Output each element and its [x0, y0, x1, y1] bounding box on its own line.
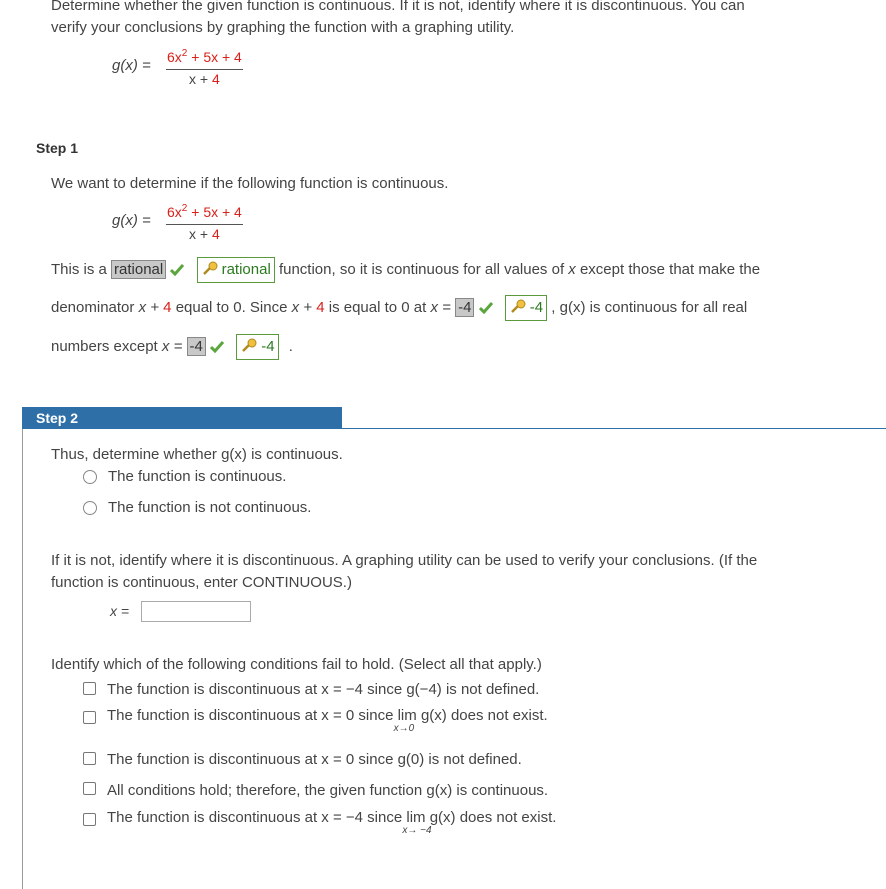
problem-fraction	[166, 49, 243, 88]
option-continuous[interactable]: The function is continuous.	[108, 468, 287, 485]
line3-prefix: numbers except	[51, 338, 158, 355]
key-icon	[202, 261, 218, 275]
cond5-suffix: g(x) does not exist.	[429, 809, 557, 826]
cond2-lim: lim	[397, 707, 417, 724]
line1-prefix: This is a	[51, 261, 107, 278]
den-term: x +	[189, 71, 212, 87]
cond4-text[interactable]: All conditions hold; therefore, the given function g(x) is continuous.	[107, 782, 549, 799]
cond2-prefix: The function is discontinuous at x = 0 since	[107, 707, 394, 724]
line1-var: x	[568, 261, 576, 278]
check-icon	[170, 264, 184, 276]
conditions-prompt: Identify which of the following conditions fail to hold. (Select all that apply.)	[51, 656, 542, 673]
cond5-lim: lim	[406, 809, 426, 826]
cond1-text[interactable]: The function is discontinuous at x = −4 since g(−4) is not defined.	[107, 681, 540, 698]
key-icon	[510, 299, 526, 313]
key-neg4-b-text: -4	[261, 338, 275, 355]
intro-line-1: Determine whether the given function is continuous. If it is not, identify where it is discontinuous. You can	[51, 0, 745, 14]
fn-label: g(x) =	[112, 57, 151, 74]
line2-expr2: x +	[291, 299, 317, 316]
line2-expr-const: 4	[163, 299, 172, 316]
instr-line-1: If it is not, identify where it is discontinuous. A graphing utility can be used to verify your conclusions. (If the	[51, 552, 758, 569]
line2-expr: x +	[138, 299, 164, 316]
checkbox-cond2[interactable]	[83, 711, 96, 724]
line2-middle2: is equal to 0 at	[328, 299, 427, 316]
key-rational-text: rational	[221, 261, 271, 278]
s1-num-rest: + 5x + 4	[187, 204, 242, 220]
cond5-prefix: The function is discontinuous at x = −4 since	[107, 809, 403, 826]
cond2-limit	[393, 707, 417, 734]
step2-divider	[342, 428, 886, 429]
line1-end: except those that make the	[579, 261, 761, 278]
answer-neg4-b[interactable]: -4	[187, 337, 206, 356]
key-rational[interactable]	[197, 257, 275, 283]
step2-header: Step 2	[22, 407, 342, 429]
key-neg4-a-text: -4	[529, 299, 544, 316]
key-neg4-a[interactable]	[505, 295, 547, 321]
check-icon	[479, 302, 493, 314]
step1-line3	[51, 334, 293, 360]
line2-middle: equal to 0. Since	[175, 299, 288, 316]
cond5-text[interactable]	[107, 809, 557, 836]
step1-fn-label: g(x) =	[112, 212, 151, 229]
cond5-lim-sub: x→ −4	[402, 825, 432, 836]
line2-xeq: x =	[430, 299, 451, 316]
x-input[interactable]	[141, 601, 251, 622]
x-label: x =	[110, 603, 130, 619]
line2-expr2-const: 4	[316, 299, 325, 316]
line2-prefix: denominator	[51, 299, 135, 316]
line3-end: .	[288, 338, 293, 355]
s1-num-term: 6x	[167, 204, 182, 220]
intro-line-2: verify your conclusions by graphing the function with a graphing utility.	[51, 19, 515, 36]
line2-end: , g(x) is continuous for all real	[551, 299, 748, 316]
s1-num-exp: 2	[181, 203, 188, 214]
checkbox-cond1[interactable]	[83, 682, 96, 695]
line1-middle: function, so it is continuous for all values of	[278, 261, 565, 278]
cond2-suffix: g(x) does not exist.	[420, 707, 548, 724]
step1-title: Step 1	[36, 140, 79, 156]
step1-line1	[51, 257, 760, 283]
cond5-limit	[402, 809, 432, 836]
checkbox-cond5[interactable]	[83, 813, 96, 826]
den-const: 4	[212, 71, 220, 87]
option-not-continuous[interactable]: The function is not continuous.	[108, 499, 312, 516]
instr-line-2: function is continuous, enter CONTINUOUS.)	[51, 574, 352, 591]
num-exp: 2	[181, 48, 188, 59]
key-neg4-b[interactable]	[236, 334, 278, 360]
answer-rational[interactable]: rational	[111, 260, 166, 279]
line3-xeq: x =	[161, 338, 183, 355]
key-icon	[241, 338, 257, 352]
num-term: 6x	[167, 49, 182, 65]
s1-den-const: 4	[212, 226, 220, 242]
num-rest: + 5x + 4	[187, 49, 242, 65]
radio-not-continuous[interactable]	[83, 501, 97, 515]
cond2-text[interactable]	[107, 707, 548, 734]
step1-text: We want to determine if the following function is continuous.	[51, 175, 449, 192]
step2-question: Thus, determine whether g(x) is continuous.	[51, 446, 343, 463]
step1-line2	[51, 295, 747, 321]
check-icon	[210, 341, 224, 353]
checkbox-cond4[interactable]	[83, 782, 96, 795]
cond2-lim-sub: x→0	[393, 723, 415, 734]
cond3-text[interactable]: The function is discontinuous at x = 0 since g(0) is not defined.	[107, 751, 522, 768]
step2-left-border	[22, 429, 23, 889]
answer-neg4-a[interactable]: -4	[455, 298, 474, 317]
step1-fraction	[166, 204, 243, 243]
radio-continuous[interactable]	[83, 470, 97, 484]
checkbox-cond3[interactable]	[83, 752, 96, 765]
s1-den-term: x +	[189, 226, 212, 242]
